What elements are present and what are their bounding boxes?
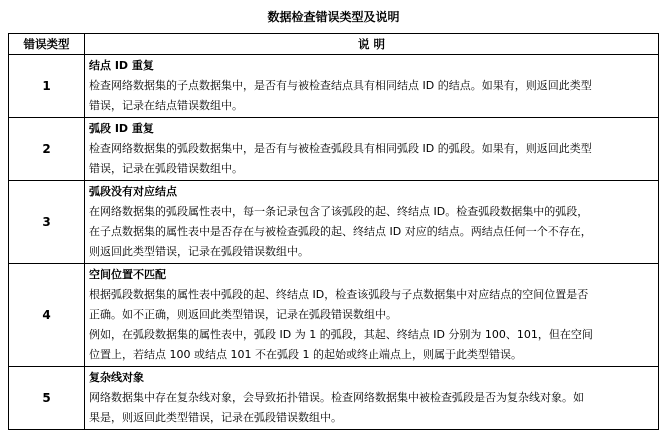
table-row	[9, 55, 659, 118]
row-number: 2	[9, 118, 85, 181]
description-line: 在子点数据集的属性表中是否存在与被检查弧段的起、终结点 ID 对应的结点。两结点任何一个不存在，	[89, 225, 592, 238]
error-name: 弧段 ID 重复	[89, 122, 154, 135]
table-row	[9, 118, 659, 181]
row-description	[85, 367, 659, 430]
table-row	[9, 181, 659, 264]
error-type-table	[8, 33, 659, 430]
error-name: 弧段没有对应结点	[89, 185, 177, 198]
table-header-row	[9, 34, 659, 55]
description-line: 根据弧段数据集的属性表中弧段的起、终结点 ID，检查该弧段与子点数据集中对应结点的空间位置是否	[89, 288, 589, 301]
description-line: 位置上，若结点 100 或结点 101 不在弧段 1 的起始或终止端点上，则属于此类型错误。	[89, 348, 522, 361]
row-description	[85, 264, 659, 367]
row-description	[85, 55, 659, 118]
description-line: 网络数据集中存在复杂线对象，会导致拓扑错误。检查网络数据集中被检查弧段是否为复杂线对象。如	[89, 391, 584, 404]
error-name: 结点 ID 重复	[89, 59, 154, 72]
row-description	[85, 118, 659, 181]
table-row	[9, 264, 659, 367]
error-name: 空间位置不匹配	[89, 268, 166, 281]
description-line: 错误，记录在结点错误数组中。	[89, 99, 243, 112]
description-line: 检查网络数据集的子点数据集中，是否有与被检查结点具有相同结点 ID 的结点。如果有，则返回此类型	[89, 79, 592, 92]
header-description: 说 明	[85, 34, 659, 55]
document-title: 数据检查错误类型及说明	[267, 10, 400, 24]
description-line: 错误，记录在弧段错误数组中。	[89, 162, 243, 175]
description-line: 正确。如不正确，则返回此类型错误，记录在弧段错误数组中。	[89, 308, 397, 321]
row-description	[85, 181, 659, 264]
row-number: 5	[9, 367, 85, 430]
description-line: 在网络数据集的弧段属性表中，每一条记录包含了该弧段的起、终结点 ID。检查弧段数据集中的弧段，	[89, 205, 589, 218]
table-row	[9, 367, 659, 430]
description-line: 果是，则返回此类型错误，记录在弧段错误数组中。	[89, 411, 342, 424]
description-line: 例如，在弧段数据集的属性表中，弧段 ID 为 1 的弧段，其起、终结点 ID 分别为 100、101，但在空间	[89, 328, 593, 341]
header-error-type: 错误类型	[9, 34, 85, 55]
row-number: 3	[9, 181, 85, 264]
description-line: 检查网络数据集的弧段数据集中，是否有与被检查弧段具有相同弧段 ID 的弧段。如果有，则返回此类型	[89, 142, 592, 155]
row-number: 1	[9, 55, 85, 118]
row-number: 4	[9, 264, 85, 367]
error-name: 复杂线对象	[89, 371, 144, 384]
description-line: 则返回此类型错误，记录在弧段错误数组中。	[89, 245, 309, 258]
